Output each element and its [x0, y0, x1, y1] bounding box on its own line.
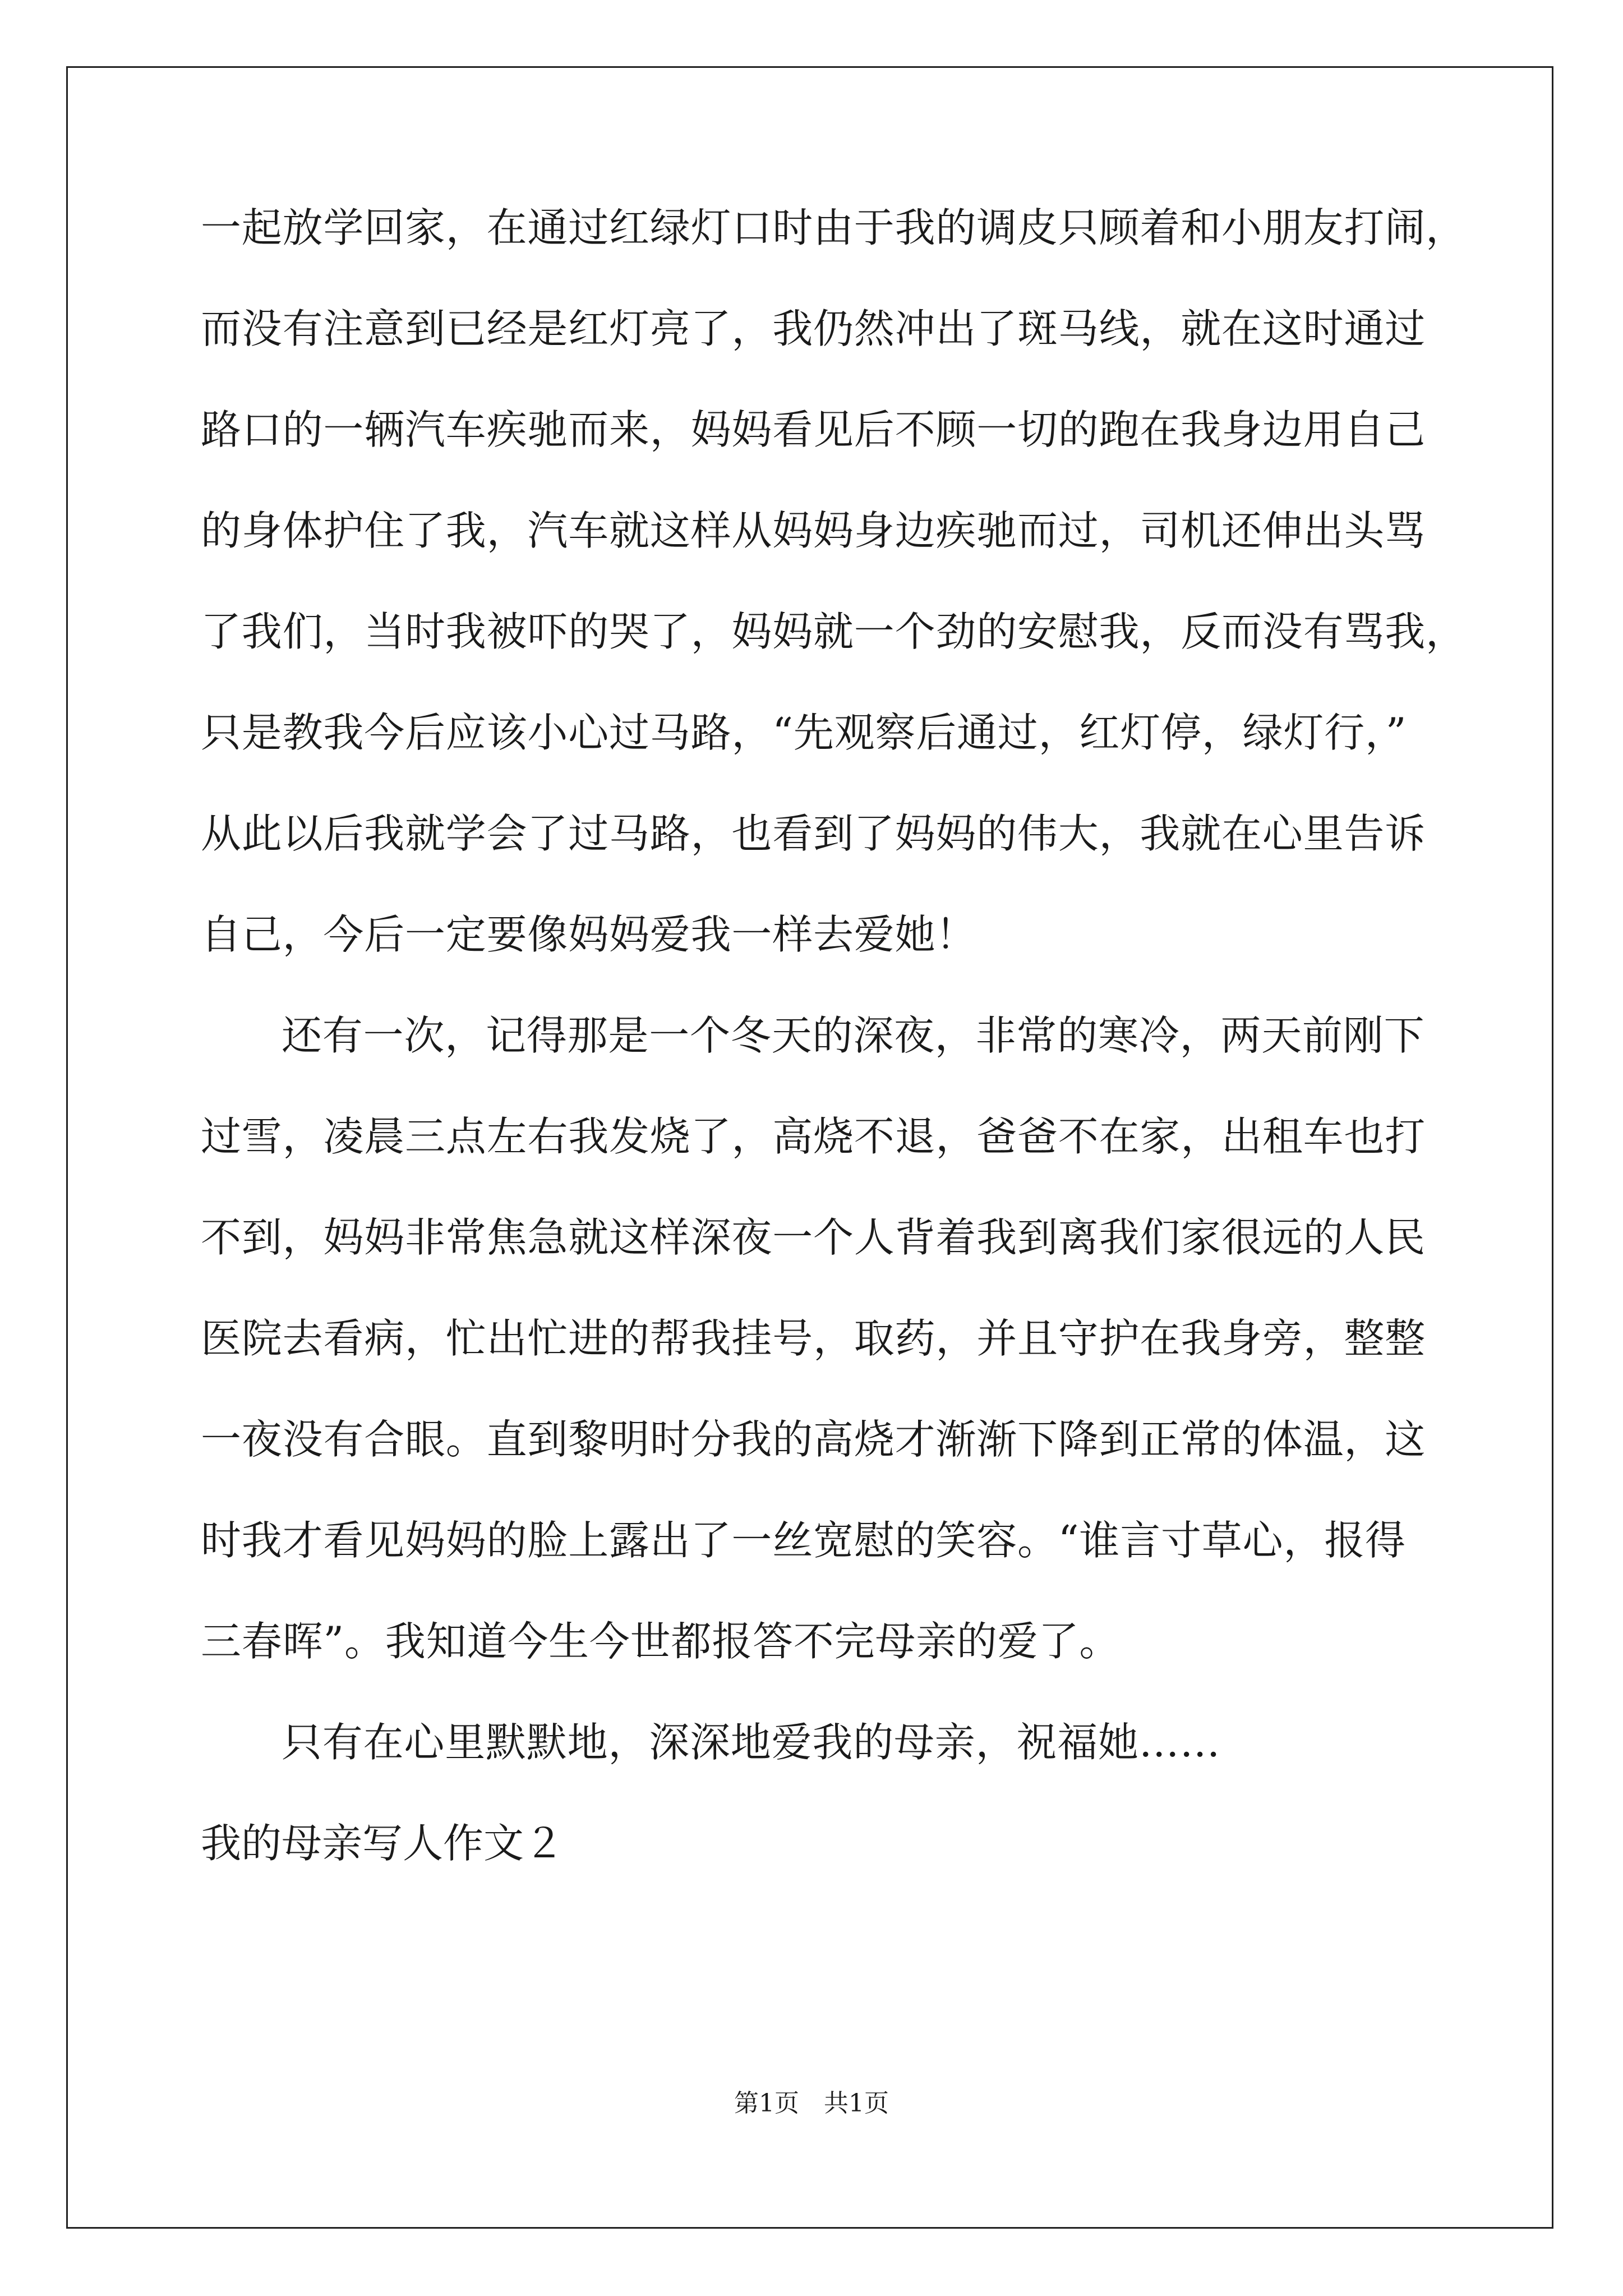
text-line: 不到，妈妈非常焦急就这样深夜一个人背着我到离我们家很远的人民	[201, 1214, 1426, 1261]
text-line: 路口的一辆汽车疾驰而来，妈妈看见后不顾一切的跑在我身边用自己	[201, 406, 1426, 453]
text-line: 时我才看见妈妈的脸上露出了一丝宽慰的笑容。“谁言寸草心，报得	[201, 1517, 1406, 1564]
paragraph-3	[201, 1719, 1426, 1766]
text-line: 一起放学回家，在通过红绿灯口时由于我的调皮只顾着和小朋友打闹，	[201, 204, 1467, 251]
text-line: 从此以后我就学会了过马路，也看到了妈妈的伟大，我就在心里告诉	[201, 810, 1426, 857]
page-footer: 第1页 共1页	[734, 2089, 889, 2118]
text-line: 还有一次，记得那是一个冬天的深夜，非常的寒冷，两天前刚下	[282, 1012, 1425, 1059]
text-line: 的身体护住了我，汽车就这样从妈妈身边疾驰而过，司机还伸出头骂	[201, 507, 1426, 554]
text-line: 自己，今后一定要像妈妈爱我一样去爱她！	[201, 911, 977, 958]
text-line: 而没有注意到已经是红灯亮了，我仍然冲出了斑马线，就在这时通过	[201, 305, 1426, 352]
paragraph-1	[201, 204, 1467, 958]
text-line: 了我们，当时我被吓的哭了，妈妈就一个劲的安慰我，反而没有骂我，	[201, 608, 1467, 655]
paragraph-2	[201, 1012, 1426, 1665]
text-line: 一夜没有合眼。直到黎明时分我的高烧才渐渐下降到正常的体温，这	[201, 1416, 1426, 1463]
text-line: 过雪，凌晨三点左右我发烧了，高烧不退，爸爸不在家，出租车也打	[201, 1113, 1426, 1160]
document-body	[201, 204, 1467, 1867]
section-heading: 我的母亲写人作文２	[201, 1820, 565, 1867]
text-line: 医院去看病，忙出忙进的帮我挂号，取药，并且守护在我身旁，整整	[201, 1315, 1426, 1362]
text-line: 三春晖”。我知道今生今世都报答不完母亲的爱了。	[201, 1618, 1121, 1665]
text-line: 只有在心里默默地，深深地爱我的母亲，祝福她……	[282, 1719, 1221, 1766]
text-line: 只是教我今后应该小心过马路，“先观察后通过，红灯停，绿灯行，”	[201, 709, 1407, 756]
